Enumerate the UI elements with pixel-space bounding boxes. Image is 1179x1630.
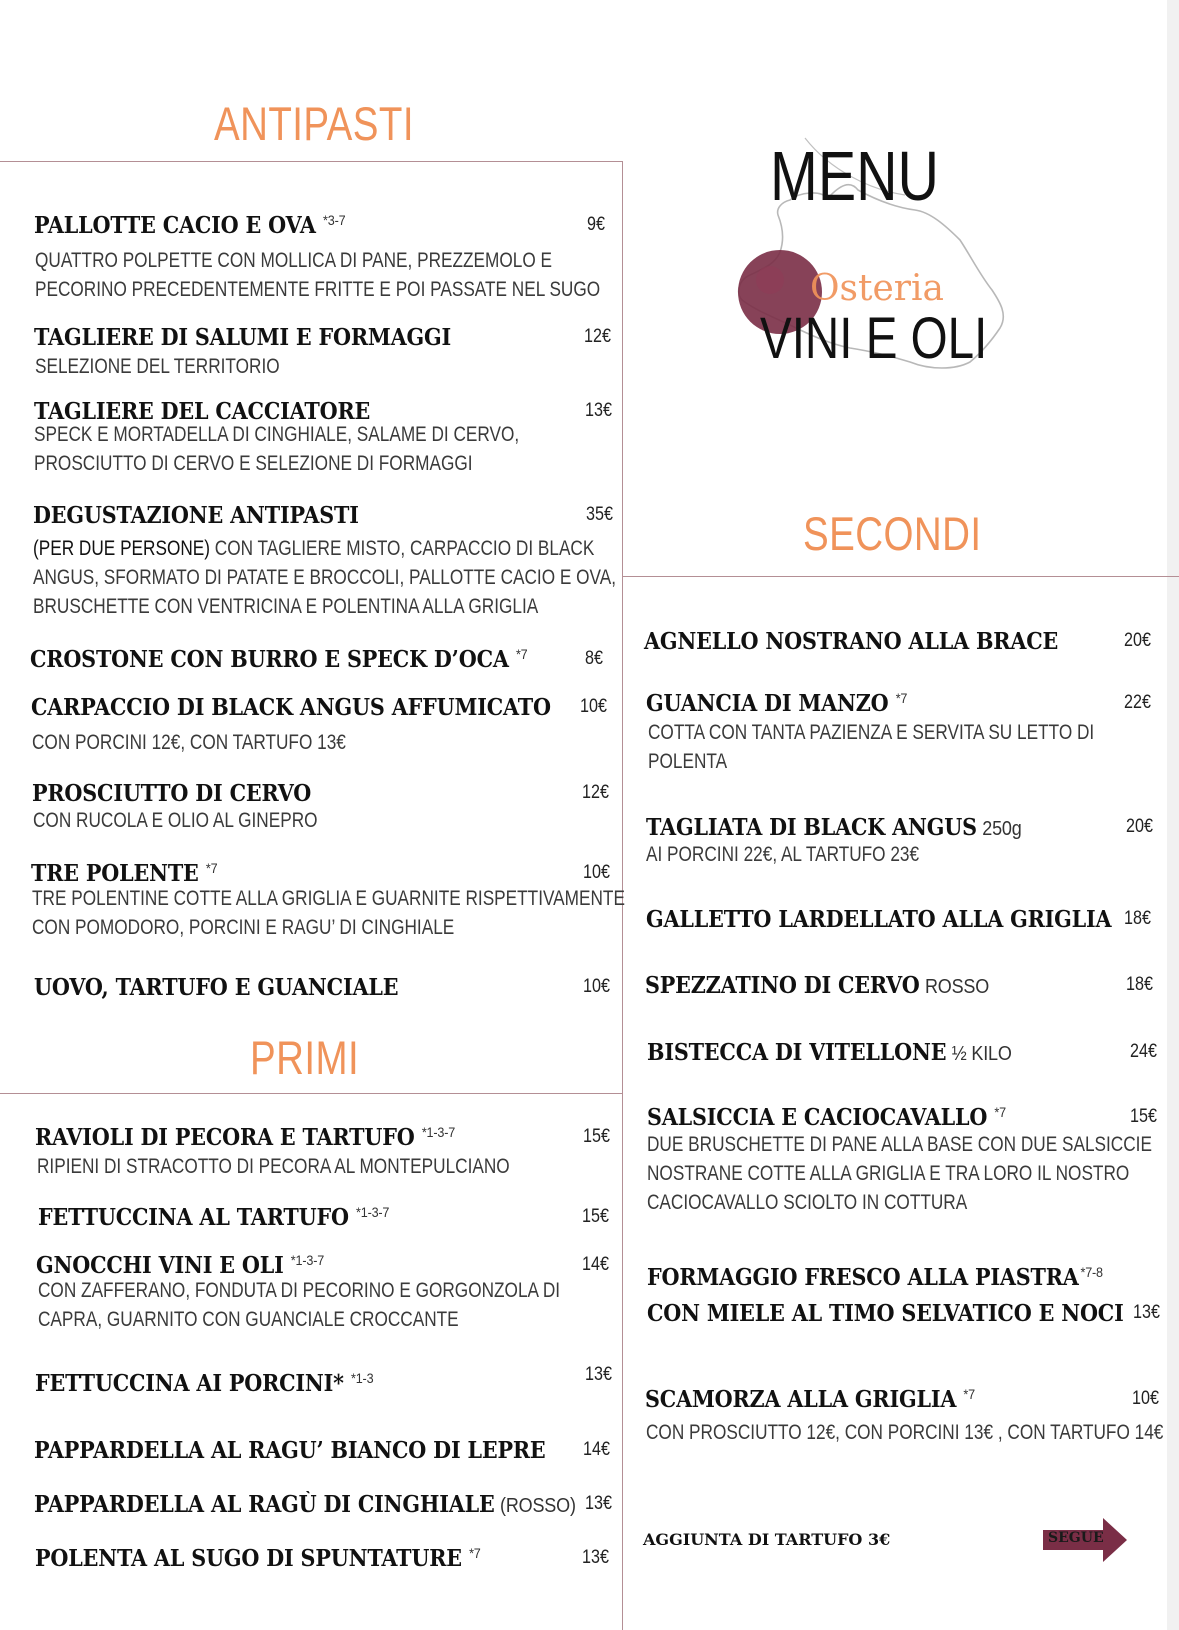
item-name: PAPPARDELLA AL RAGU’ BIANCO DI LEPRE bbox=[34, 1437, 546, 1464]
primi-title: PRIMI bbox=[250, 1031, 360, 1084]
item-price: 22€ bbox=[1124, 692, 1151, 713]
item-price: 15€ bbox=[583, 1126, 610, 1147]
item-description: CON RUCOLA E OLIO AL GINEPRO bbox=[33, 809, 318, 832]
item-price: 10€ bbox=[583, 862, 610, 883]
item-name: UOVO, TARTUFO E GUANCIALE bbox=[34, 974, 399, 1001]
item-name: TRE POLENTE $^{*7}$ bbox=[31, 860, 218, 887]
item-extra: 250g bbox=[982, 818, 1022, 840]
item-description: TRE POLENTINE COTTE ALLA GRIGLIA E GUARNITE RISPETTIVAMENTE CON POMODORO, PORCINI E RAGU’ DI CINGHIALE bbox=[32, 887, 625, 939]
allergen-note: *1-3-7 bbox=[290, 1252, 325, 1268]
item-price: 10€ bbox=[1132, 1388, 1159, 1409]
item-price: 9€ bbox=[587, 214, 605, 235]
item-price: 13€ bbox=[585, 1364, 612, 1385]
item-description: COTTA CON TANTA PAZIENZA E SERVITA SU LETTO DI POLENTA bbox=[648, 721, 1095, 773]
item-name: PAPPARDELLA AL RAGÙ DI CINGHIALE (ROSSO) bbox=[34, 1491, 576, 1518]
allergen-note: *7-8 bbox=[1080, 1264, 1103, 1280]
item-name: GUANCIA DI MANZO $^{*7}$ bbox=[646, 690, 908, 717]
restaurant-logo bbox=[730, 130, 1030, 410]
item-name-second-line: CON MIELE AL TIMO SELVATICO E NOCI bbox=[647, 1300, 1124, 1327]
allergen-note: *7 bbox=[994, 1104, 1006, 1120]
item-name: GALLETTO LARDELLATO ALLA GRIGLIA bbox=[646, 906, 1112, 933]
item-extra: (ROSSO) bbox=[500, 1495, 576, 1517]
item-name: SALSICCIA E CACIOCAVALLO $^{*7}$ bbox=[647, 1104, 1006, 1131]
item-name: AGNELLO NOSTRANO ALLA BRACE bbox=[644, 628, 1059, 655]
item-price: 13€ bbox=[582, 1547, 609, 1568]
item-price: 10€ bbox=[583, 976, 610, 997]
item-description: AI PORCINI 22€, AL TARTUFO 23€ bbox=[646, 843, 920, 866]
item-description: DUE BRUSCHETTE DI PANE ALLA BASE CON DUE SALSICCIE NOSTRANE COTTE ALLA GRIGLIA E TRA LORO IL NOSTRO CACIOCAVALLO SCIOLTO IN COTTURA bbox=[647, 1133, 1152, 1214]
item-name: BISTECCA DI VITELLONE ½ KILO bbox=[647, 1039, 1012, 1066]
logo-osteria-text: Osteria bbox=[810, 268, 944, 309]
continue-label: SEGUE bbox=[1048, 1530, 1104, 1546]
item-price: 14€ bbox=[582, 1254, 609, 1275]
continue-arrow[interactable] bbox=[1043, 1518, 1127, 1562]
item-price: 35€ bbox=[586, 504, 613, 525]
item-extra: ROSSO bbox=[924, 976, 990, 998]
item-name: FORMAGGIO FRESCO ALLA PIASTRA $^{*7-8}$ bbox=[647, 1264, 1103, 1291]
item-name: CARPACCIO DI BLACK ANGUS AFFUMICATO bbox=[31, 694, 551, 721]
item-description: CON ZAFFERANO, FONDUTA DI PECORINO E GORGONZOLA DI CAPRA, GUARNITO CON GUANCIALE CROCCANTE bbox=[38, 1279, 561, 1331]
item-price: 10€ bbox=[580, 696, 607, 717]
item-name: DEGUSTAZIONE ANTIPASTI bbox=[33, 502, 359, 529]
allergen-note: *7 bbox=[515, 646, 528, 662]
item-description: SELEZIONE DEL TERRITORIO bbox=[35, 355, 280, 378]
item-price: 20€ bbox=[1126, 816, 1153, 837]
item-price: 14€ bbox=[583, 1439, 610, 1460]
allergen-note: *1-3-7 bbox=[356, 1204, 390, 1220]
item-name: RAVIOLI DI PECORA E TARTUFO $^{*1-3-7}$ bbox=[35, 1124, 456, 1151]
allergen-note: *7 bbox=[895, 690, 908, 706]
allergen-note: *7 bbox=[205, 860, 218, 876]
allergen-note: *3-7 bbox=[323, 212, 346, 228]
item-name: TAGLIATA DI BLACK ANGUS 250g bbox=[646, 814, 1022, 841]
antipasti-divider bbox=[0, 161, 623, 162]
item-description: (PER DUE PERSONE) CON TAGLIERE MISTO, CARPACCIO DI BLACK ANGUS, SFORMATO DI PATATE E BROCCOLI, PALLOTTE CACIO E OVA, BRUSCHETTE CON VENTRICINA E POLENTINA ALLA GRIGLIA bbox=[33, 537, 617, 618]
primi-divider bbox=[0, 1093, 623, 1094]
allergen-note: *1-3 bbox=[350, 1370, 374, 1386]
item-name: FETTUCCINA AI PORCINI* $^{*1-3}$ bbox=[35, 1370, 374, 1397]
item-price: 24€ bbox=[1130, 1041, 1157, 1062]
item-price: 13€ bbox=[1133, 1302, 1160, 1323]
allergen-note: *7 bbox=[963, 1386, 975, 1402]
item-price: 13€ bbox=[585, 400, 612, 421]
truffle-supplement-note: AGGIUNTA DI TARTUFO 3€ bbox=[643, 1530, 891, 1549]
item-name: TAGLIERE DI SALUMI E FORMAGGI bbox=[34, 324, 452, 351]
secondi-title: SECONDI bbox=[803, 507, 982, 560]
item-price: 15€ bbox=[1130, 1106, 1157, 1127]
item-name: PROSCIUTTO DI CERVO bbox=[32, 780, 312, 807]
item-name: PALLOTTE CACIO E OVA $^{*3-7}$ bbox=[34, 212, 346, 239]
item-name: POLENTA AL SUGO DI SPUNTATURE $^{*7}$ bbox=[35, 1545, 481, 1572]
logo-menu-text: MENU bbox=[770, 137, 940, 215]
item-name: SCAMORZA ALLA GRIGLIA $^{*7}$ bbox=[645, 1386, 975, 1413]
item-name: SPEZZATINO DI CERVO ROSSO bbox=[645, 972, 990, 999]
item-name: TAGLIERE DEL CACCIATORE bbox=[34, 398, 371, 425]
item-description: QUATTRO POLPETTE CON MOLLICA DI PANE, PREZZEMOLO E PECORINO PRECEDENTEMENTE FRITTE E POI PASSATE NEL SUGO bbox=[35, 249, 601, 301]
secondi-divider bbox=[623, 576, 1179, 577]
item-price: 18€ bbox=[1126, 974, 1153, 995]
item-description: RIPIENI DI STRACOTTO DI PECORA AL MONTEPULCIANO bbox=[37, 1155, 510, 1178]
logo-name-text: VINI E OLI bbox=[760, 306, 988, 371]
item-name: FETTUCCINA AL TARTUFO $^{*1-3-7}$ bbox=[38, 1204, 390, 1231]
item-price: 12€ bbox=[582, 782, 609, 803]
item-price: 20€ bbox=[1124, 630, 1151, 651]
allergen-note: *7 bbox=[469, 1545, 481, 1561]
item-description: CON PROSCIUTTO 12€, CON PORCINI 13€ , CON TARTUFO 14€ bbox=[646, 1421, 1164, 1444]
item-extra: ½ KILO bbox=[951, 1043, 1012, 1065]
item-description: CON PORCINI 12€, CON TARTUFO 13€ bbox=[32, 731, 346, 754]
item-name: GNOCCHI VINI E OLI $^{*1-3-7}$ bbox=[36, 1252, 325, 1279]
antipasti-title: ANTIPASTI bbox=[214, 97, 414, 150]
item-price: 15€ bbox=[582, 1206, 609, 1227]
item-price: 18€ bbox=[1124, 908, 1151, 929]
item-price: 8€ bbox=[585, 648, 603, 669]
item-name: CROSTONE CON BURRO E SPECK D’OCA $^{*7}$ bbox=[30, 646, 528, 673]
item-price: 13€ bbox=[585, 1493, 612, 1514]
item-price: 12€ bbox=[584, 326, 611, 347]
allergen-note: *1-3-7 bbox=[421, 1124, 456, 1140]
page-edge bbox=[1167, 0, 1179, 1630]
item-description: SPECK E MORTADELLA DI CINGHIALE, SALAME DI CERVO, PROSCIUTTO DI CERVO E SELEZIONE DI FORMAGGI bbox=[34, 423, 520, 475]
